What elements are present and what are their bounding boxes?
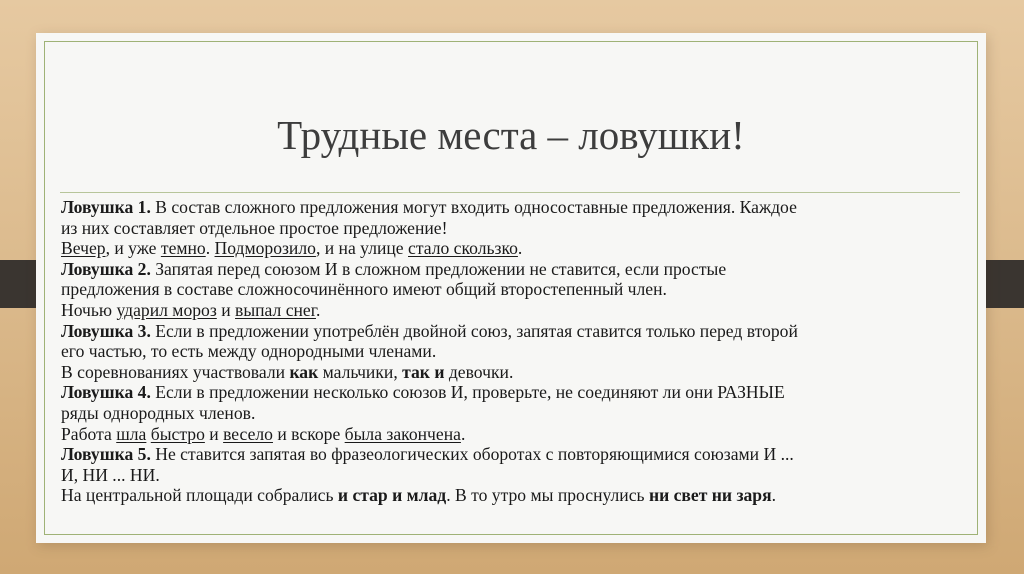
- bold-term: так и: [402, 361, 445, 382]
- example-text: и: [204, 423, 224, 444]
- trap-5-line-1: [61, 444, 961, 465]
- example-text: и: [216, 299, 236, 320]
- example-text: В соревнованиях участвовали: [61, 361, 290, 382]
- underlined-term: Вечер: [61, 238, 106, 259]
- trap-1-line-1: [61, 197, 961, 218]
- trap-label: Ловушка 3.: [61, 320, 151, 341]
- underlined-term: весело: [223, 423, 273, 444]
- trap-3-line-1: [61, 321, 961, 342]
- example-text: .: [315, 299, 321, 320]
- trap-rule-text: из них составляет отдельное простое предложение!: [61, 217, 448, 238]
- trap-label: Ловушка 5.: [61, 444, 151, 465]
- trap-rule-text: Если в предложении несколько союзов И, проверьте, не соединяют ли они РАЗНЫЕ: [150, 382, 785, 403]
- bold-term: как: [289, 361, 319, 382]
- example-text: Работа: [61, 423, 117, 444]
- trap-rule-text: И, НИ ... НИ.: [61, 464, 160, 485]
- underlined-term: Подморозило: [214, 238, 316, 259]
- example-text: и вскоре: [272, 423, 345, 444]
- trap-1-line-2: [61, 218, 961, 239]
- underlined-term: была закончена: [344, 423, 461, 444]
- trap-label: Ловушка 1.: [61, 197, 151, 217]
- underlined-term: темно: [160, 238, 206, 259]
- bold-term: и стар и млад: [337, 485, 447, 506]
- underlined-term: ударил мороз: [116, 299, 217, 320]
- slide-body: [61, 197, 961, 506]
- example-text: мальчики,: [318, 361, 403, 382]
- underlined-term: выпал снег: [235, 299, 316, 320]
- trap-rule-text: ряды однородных членов.: [61, 402, 256, 423]
- trap-label: Ловушка 4.: [61, 382, 151, 403]
- trap-rule-text: Запятая перед союзом И в сложном предложении не ставится, если простые: [150, 258, 727, 279]
- trap-3-line-2: [61, 341, 961, 362]
- example-text: .: [460, 423, 466, 444]
- example-text: , и на улице: [315, 238, 409, 259]
- trap-5-line-2: [61, 465, 961, 486]
- example-text: девочки.: [444, 361, 514, 382]
- underlined-term: шла: [116, 423, 147, 444]
- trap-4-example: [61, 424, 961, 445]
- trap-label: Ловушка 2.: [61, 258, 151, 279]
- slide: [36, 33, 986, 543]
- trap-4-line-2: [61, 403, 961, 424]
- trap-rule-text: предложения в составе сложносочинённого имеют общий второстепенный член.: [61, 279, 667, 300]
- trap-rule-text: Если в предложении употреблён двойной союз, запятая ставится только перед второй: [150, 320, 798, 341]
- trap-2-example: [61, 300, 961, 321]
- underlined-term: стало скользко: [408, 238, 518, 259]
- example-text: .: [771, 485, 777, 506]
- example-text: . В то утро мы проснулись: [446, 485, 649, 506]
- trap-3-example: [61, 362, 961, 383]
- example-text: .: [205, 238, 215, 259]
- example-text: .: [517, 238, 523, 259]
- trap-1-example: [61, 238, 961, 259]
- trap-2-line-2: [61, 279, 961, 300]
- decorative-bar-left: [0, 260, 36, 308]
- trap-4-line-1: [61, 382, 961, 403]
- example-text: На центральной площади собрались: [61, 485, 338, 506]
- trap-rule-text: его частью, то есть между однородными членами.: [61, 341, 437, 362]
- title-divider: [60, 192, 960, 193]
- underlined-term: быстро: [150, 423, 205, 444]
- bold-term: ни свет ни заря: [648, 485, 772, 506]
- slide-title: Трудные места – ловушки!: [277, 112, 745, 158]
- example-text: Ночью: [61, 299, 117, 320]
- trap-rule-text: Не ставится запятая во фразеологических оборотах с повторяющимися союзами И ...: [150, 444, 794, 465]
- trap-5-example: [61, 485, 961, 506]
- trap-rule-text: В состав сложного предложения могут входить односоставные предложения. Каждое: [150, 197, 797, 217]
- trap-2-line-1: [61, 259, 961, 280]
- example-text: , и уже: [105, 238, 161, 259]
